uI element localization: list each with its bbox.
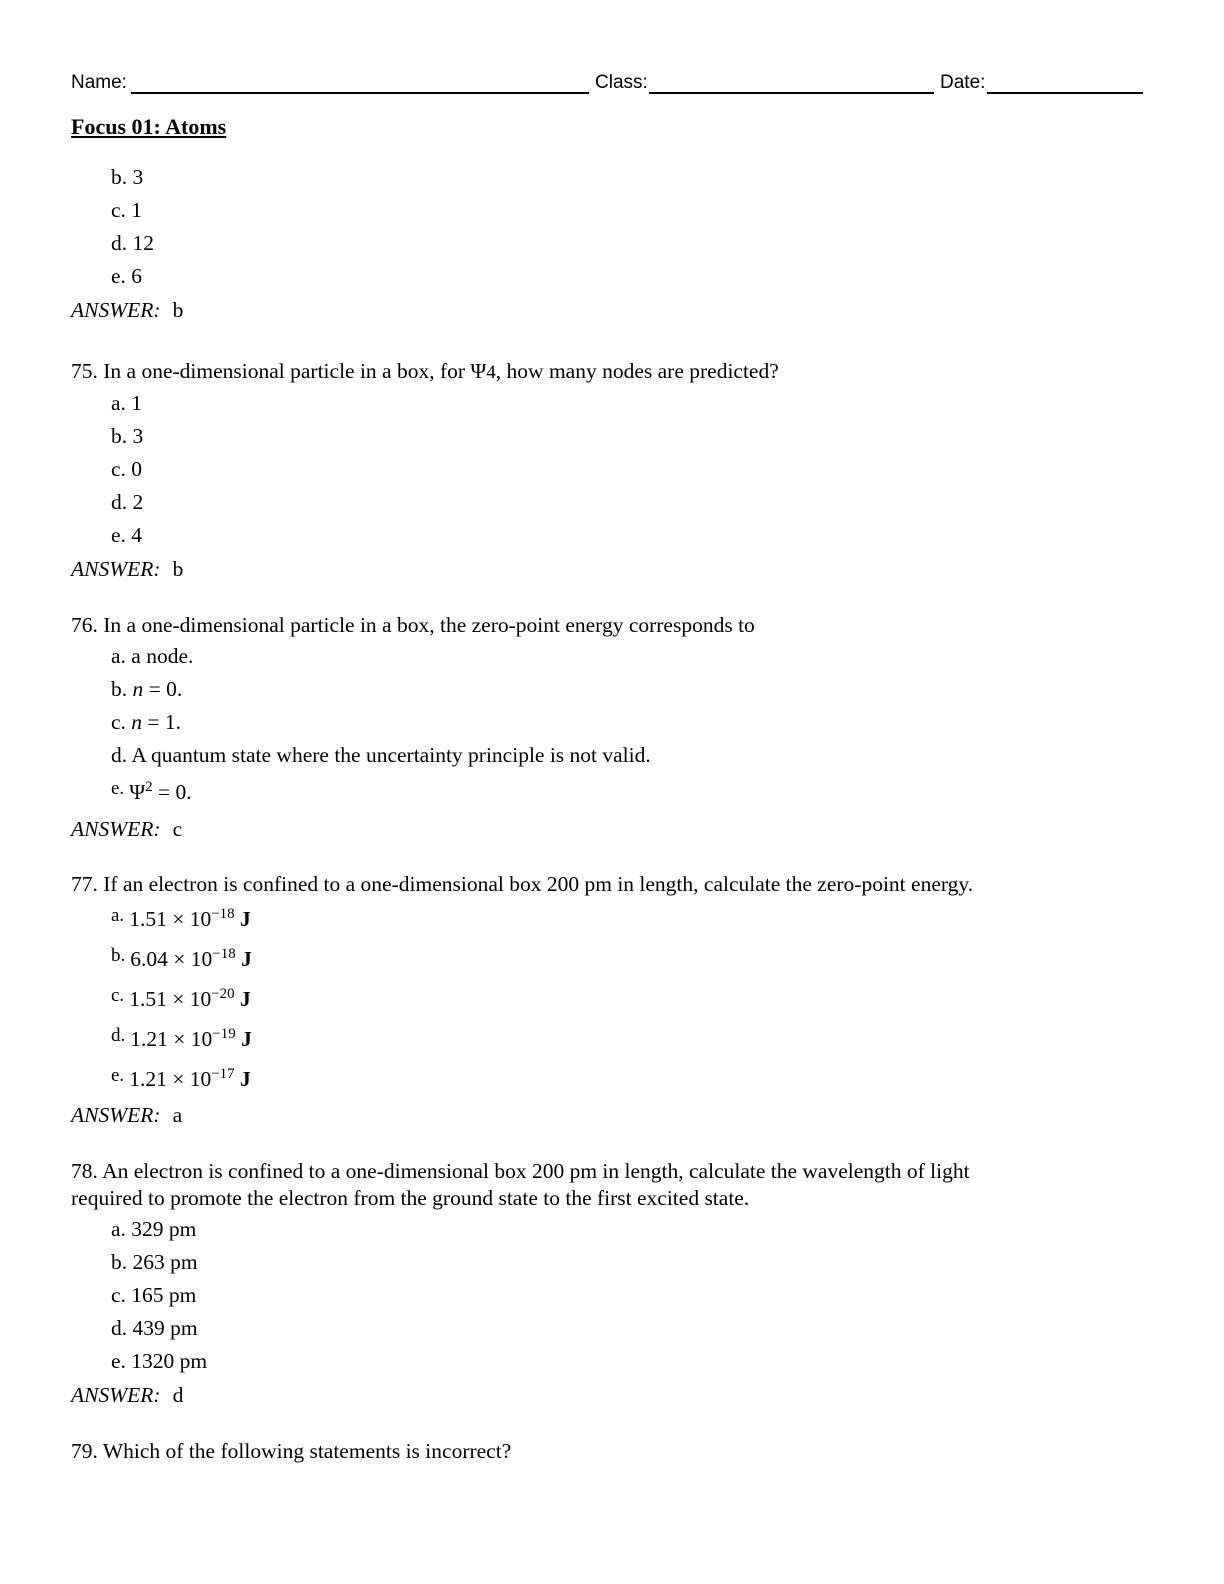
answer-label: ANSWER: xyxy=(71,1103,161,1127)
option-c: c. n = 1. xyxy=(111,710,182,734)
option-a: a. $1.51 \times 10^{-18}$ J xyxy=(111,905,251,931)
option-e: e. $1.21 \times 10^{-17}$ J xyxy=(111,1065,251,1091)
answer-line xyxy=(71,298,183,323)
option-b: b. n = 0. xyxy=(111,677,183,701)
option-a: a. a node. xyxy=(111,644,194,668)
option-c: c. 1 xyxy=(111,198,143,222)
option-e: e. 6 xyxy=(111,264,143,288)
option-b: b. $6.04 \times 10^{-18}$ J xyxy=(111,945,252,971)
answer-line xyxy=(71,817,182,842)
option-d: d. A quantum state where the uncertainty principle is not valid. xyxy=(111,743,651,767)
answer-value: d xyxy=(172,1383,184,1407)
option-c: c. 165 pm xyxy=(111,1283,197,1307)
answer-label: ANSWER: xyxy=(71,1383,161,1407)
answer-value: b xyxy=(172,298,184,322)
answer-value: a xyxy=(172,1103,183,1127)
answer-label: ANSWER: xyxy=(71,817,161,841)
class-blank-line xyxy=(649,92,934,94)
answer-line xyxy=(71,1103,182,1128)
date-label: Date: xyxy=(940,72,986,93)
class-label: Class: xyxy=(595,72,648,93)
name-label: Name: xyxy=(71,72,127,93)
date-blank-line xyxy=(987,92,1143,94)
option-d: d. 12 xyxy=(111,231,154,255)
question-79-text: 79. Which of the following statements is incorrect? xyxy=(71,1439,512,1463)
answer-line xyxy=(71,1383,183,1408)
option-e: e. 4 xyxy=(111,523,143,547)
option-e: e. $\Psi^2 = 0$. xyxy=(111,778,192,804)
option-b: b. 3 xyxy=(111,424,144,448)
answer-value: c xyxy=(172,817,183,841)
option-d: d. 2 xyxy=(111,490,144,514)
answer-line xyxy=(71,557,183,582)
option-b: b. 3 xyxy=(111,165,144,189)
option-c: c. $1.51 \times 10^{-20}$ J xyxy=(111,985,251,1011)
answer-value: b xyxy=(172,557,184,581)
worksheet-header xyxy=(71,70,1143,100)
option-e: e. 1320 pm xyxy=(111,1349,208,1373)
section-title: Focus 01: Atoms xyxy=(71,114,227,139)
option-c: c. 0 xyxy=(111,457,143,481)
answer-label: ANSWER: xyxy=(71,298,161,322)
question-76-text: 76. In a one-dimensional particle in a box, the zero-point energy corresponds to xyxy=(71,613,755,637)
option-a: a. 329 pm xyxy=(111,1217,197,1241)
option-b: b. 263 pm xyxy=(111,1250,198,1274)
option-d: d. 439 pm xyxy=(111,1316,198,1340)
option-d: d. $1.21 \times 10^{-19}$ J xyxy=(111,1025,252,1051)
name-blank-line xyxy=(131,92,589,94)
question-75-text: 75. In a one-dimensional particle in a box, for Ψ4, how many nodes are predicted? xyxy=(71,359,779,383)
question-77-text: 77. If an electron is confined to a one-dimensional box 200 pm in length, calculate the zero-point energy. xyxy=(71,872,974,896)
question-78-text-line-2: required to promote the electron from the ground state to the first excited state. xyxy=(71,1186,750,1210)
option-a: a. 1 xyxy=(111,391,143,415)
question-78-text-line-1: 78. An electron is confined to a one-dimensional box 200 pm in length, calculate the wavelength of light xyxy=(71,1159,970,1183)
answer-label: ANSWER: xyxy=(71,557,161,581)
